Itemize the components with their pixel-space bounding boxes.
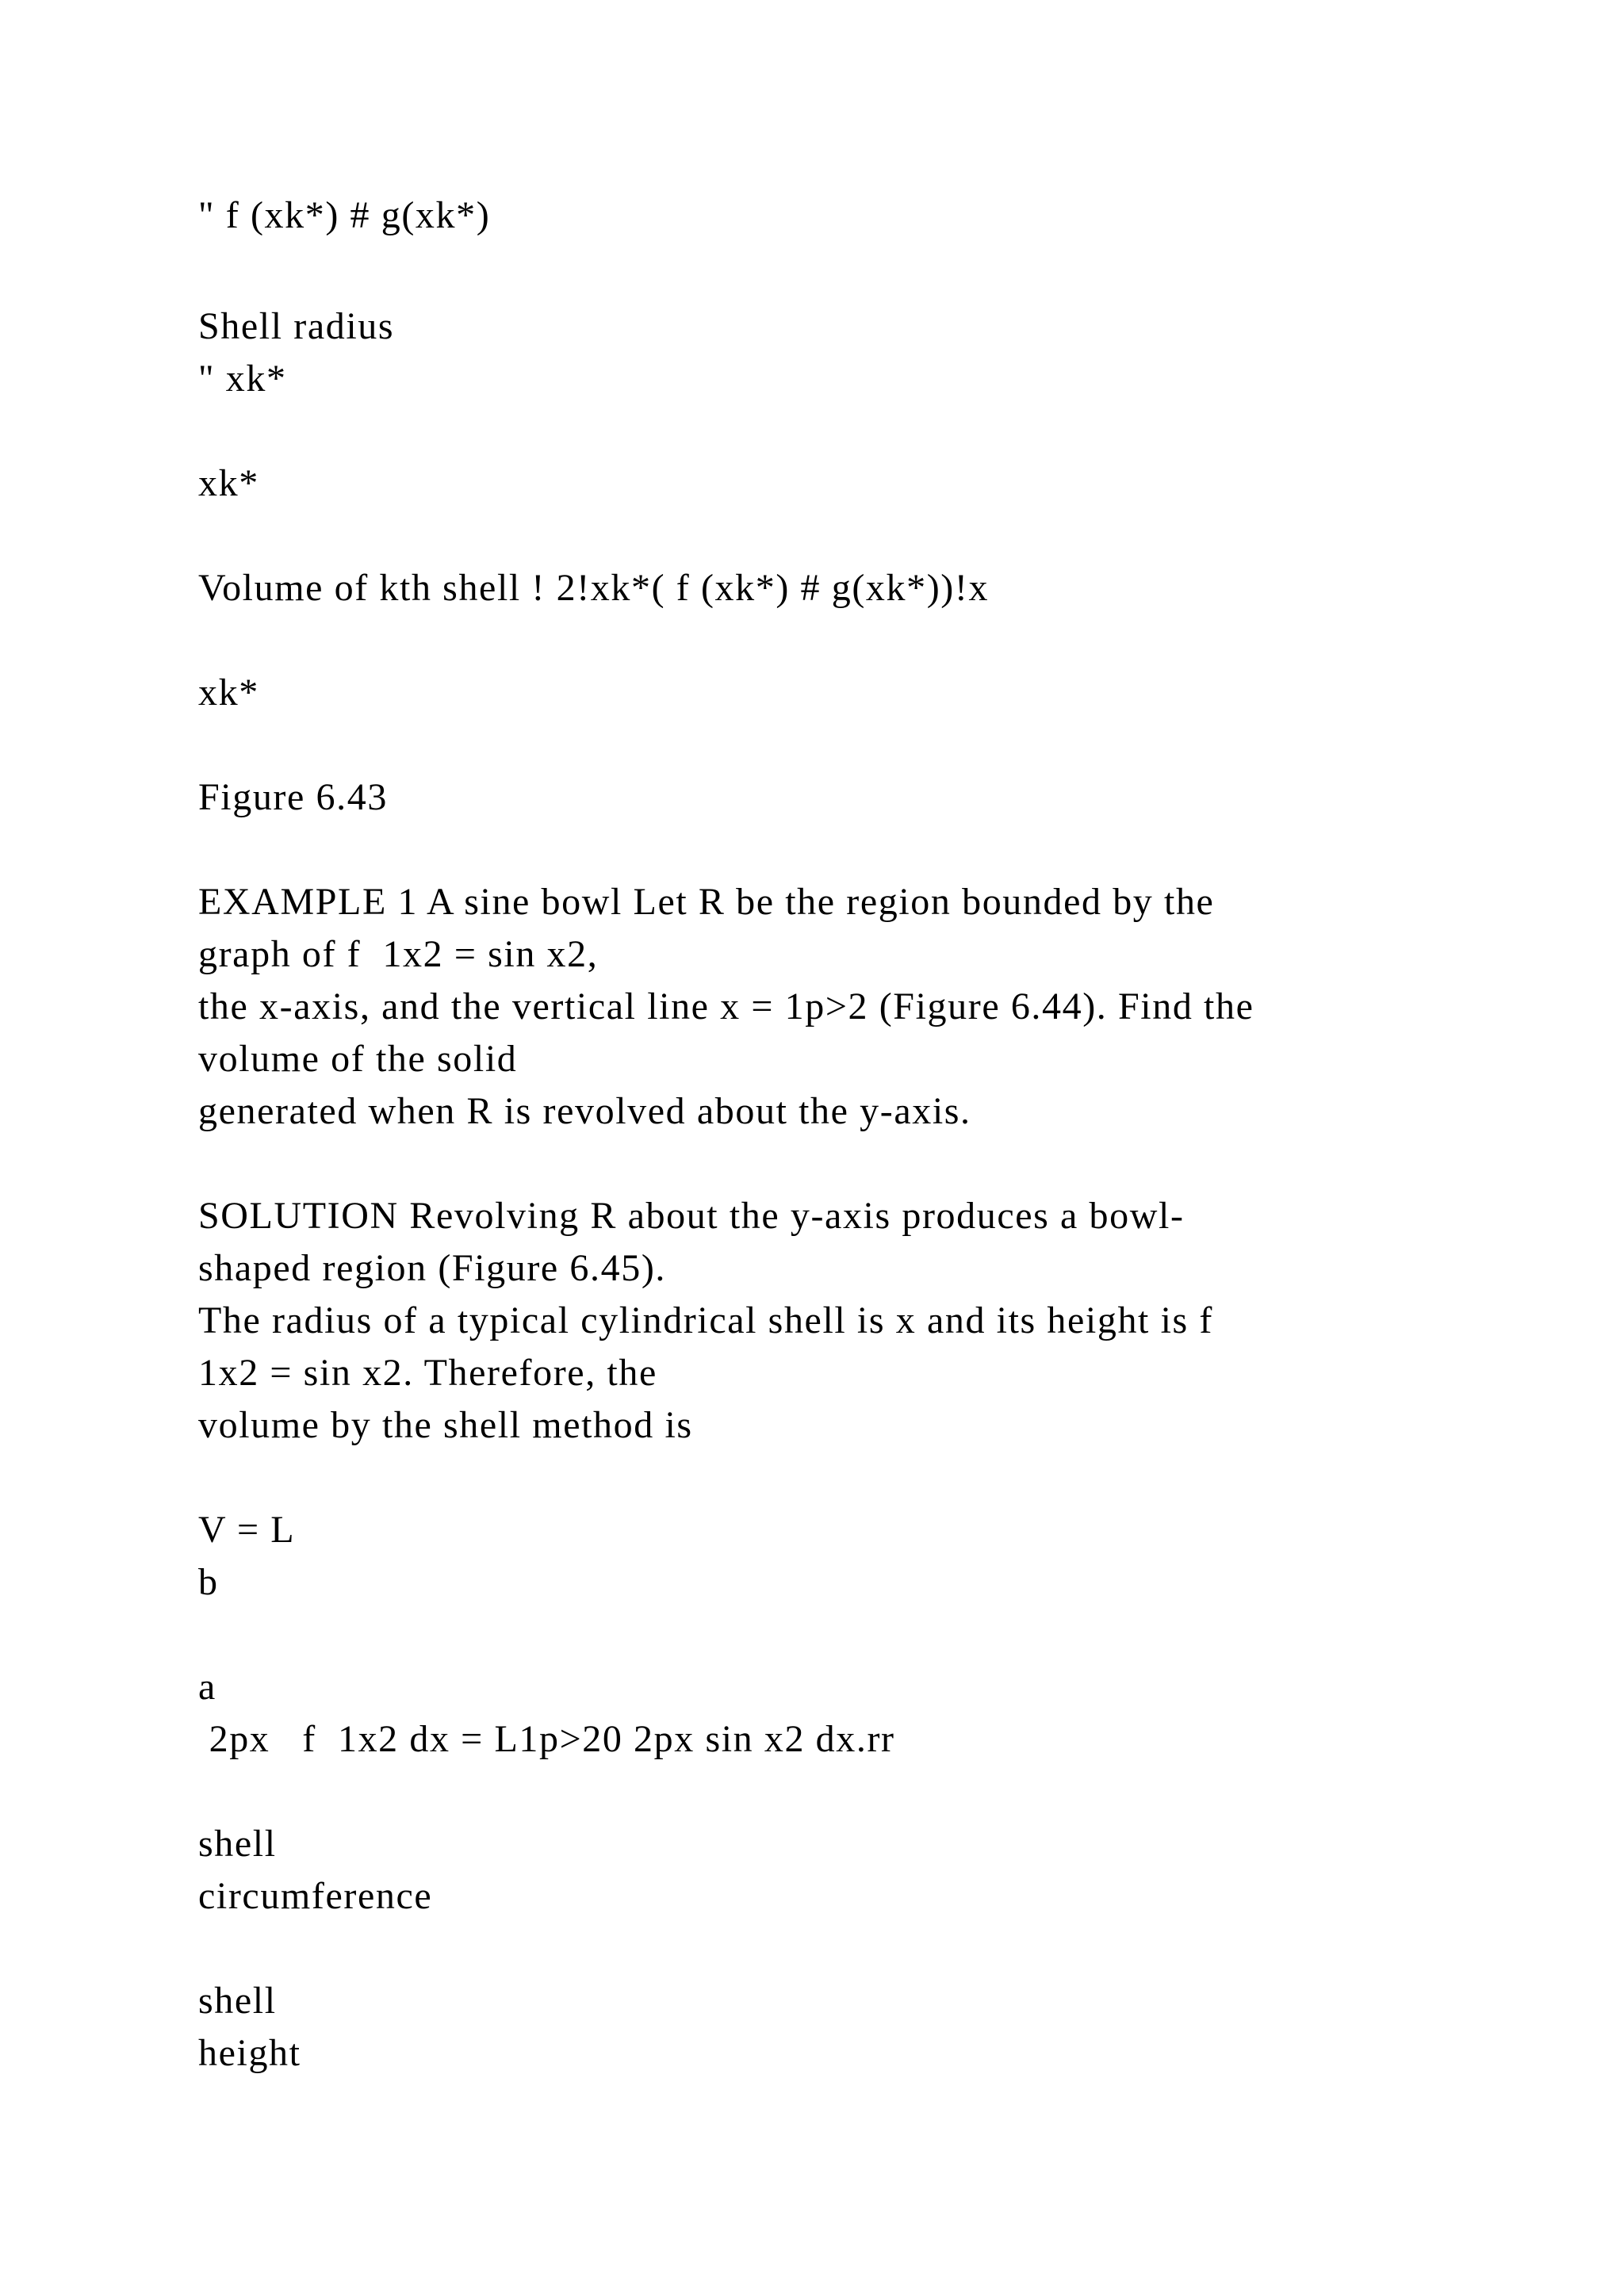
figure-caption: Figure 6.43	[198, 776, 388, 818]
equation-line: 2px f 1x2 dx = L1p>20 2px sin x2 dx.rr	[198, 1718, 895, 1760]
text-line: SOLUTION Revolving R about the y-axis produces a bowl-	[198, 1195, 1185, 1237]
text-line: Volume of kth shell ! 2!xk*( f (xk*) # g(xk*))!x	[198, 567, 990, 609]
text-line: xk*	[198, 462, 259, 504]
text-line: EXAMPLE 1 A sine bowl Let R be the region bounded by the	[198, 881, 1215, 923]
text-line: The radius of a typical cylindrical shell is x and its height is f	[198, 1299, 1213, 1341]
text-line: 1x2 = sin x2. Therefore, the	[198, 1352, 657, 1394]
text-line: Shell radius	[198, 305, 395, 347]
text-line: " xk*	[198, 358, 287, 400]
text-line: shell	[198, 1823, 277, 1865]
text-line: height	[198, 2032, 301, 2074]
text-line: volume by the shell method is	[198, 1404, 693, 1446]
text-line: graph of f 1x2 = sin x2,	[198, 933, 599, 975]
text-line: shaped region (Figure 6.45).	[198, 1247, 667, 1289]
equation-line: a	[198, 1666, 216, 1708]
text-line: the x-axis, and the vertical line x = 1p>2 (Figure 6.44). Find the	[198, 985, 1254, 1027]
text-line: " f (xk*) # g(xk*)	[198, 194, 491, 236]
text-line: xk*	[198, 672, 259, 714]
text-line: circumference	[198, 1875, 433, 1917]
equation-line: V = L	[198, 1509, 296, 1551]
text-line: volume of the solid	[198, 1038, 518, 1080]
equation-line: b	[198, 1561, 219, 1603]
text-line: shell	[198, 1980, 277, 2022]
text-line: generated when R is revolved about the y-axis.	[198, 1090, 971, 1132]
